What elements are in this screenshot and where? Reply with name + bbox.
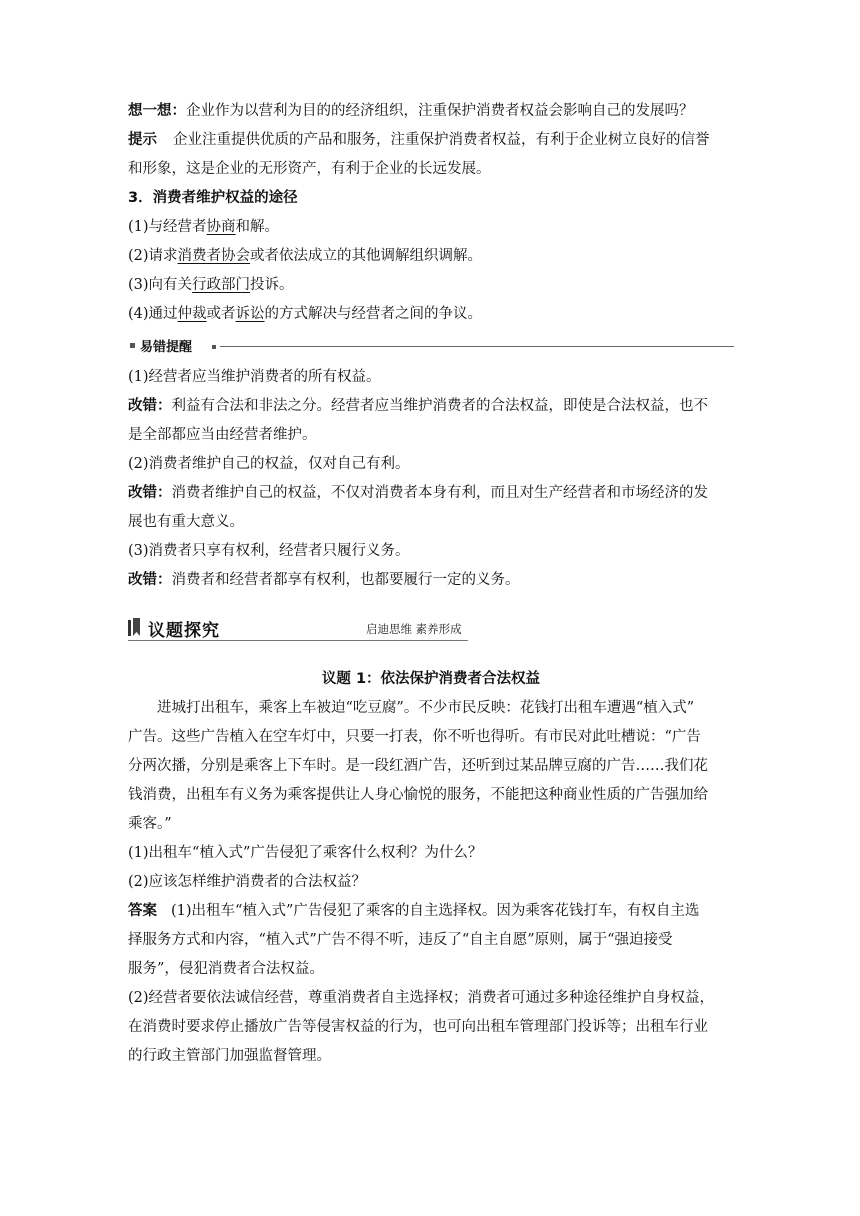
answer-line-3: 服务”，侵犯消费者合法权益。 [128, 961, 324, 977]
answer-line-4: (2)经营者要依法诚信经营，尊重消费者自主选择权；消费者可通过多种途径维护自身权益， [128, 990, 715, 1006]
answer-line-6: 的行政主管部门加强监督管理。 [128, 1048, 331, 1064]
bookmark-icon [128, 616, 142, 638]
answer-label: 答案 [128, 903, 157, 919]
topic-banner-subtitle: 启迪思维 素养形成 [366, 622, 462, 636]
keyword-consumer-association: 消费者协会 [177, 248, 251, 264]
keyword-litigation: 诉讼 [235, 306, 265, 322]
issue-title: 议题 1：依法保护消费者合法权益 [321, 671, 541, 687]
answer-line-5: 在消费时要求停止播放广告等侵害权益的行为，也可向出租车管理部门投诉等；出租车行业 [128, 1019, 708, 1035]
topic-inquiry-banner [128, 616, 734, 646]
route-item-3: (3)向有关行政部门投诉。 [128, 277, 294, 293]
think-label: 想一想： [128, 103, 186, 119]
error-fix-2-line-2: 展也有重大意义。 [128, 514, 244, 530]
banner-rule [220, 346, 734, 347]
issue-para-line-4: 钱消费，出租车有义务为乘客提供让人身心愉悦的服务，不能把这种商业性质的广告强加给 [128, 787, 708, 803]
answer-line-2: 择服务方式和内容，“植入式”广告不得不听，违反了“自主自愿”原则，属于“强迫接受 [128, 932, 673, 948]
issue-para-line-3: 分两次播，分别是乘客上下车时。是一段红酒广告，还听到过某品牌豆腐的广告……我们花 [128, 758, 708, 774]
question-1: (1)出租车“植入式”广告侵犯了乘客什么权利？为什么？ [128, 845, 483, 861]
document-page [128, 100, 734, 1074]
hint-text-1: 企业注重提供优质的产品和服务，注重保护消费者权益，有利于企业树立良好的信誉 [173, 132, 710, 148]
answer-line-1: 答案 (1)出租车“植入式”广告侵犯了乘客的自主选择权。因为乘客花钱打车，有权自主选 [128, 903, 700, 919]
error-fix-1-line-1: 改错：利益有合法和非法之分。经营者应当维护消费者的合法权益，即使是合法权益，也不 [128, 398, 708, 414]
think-question [128, 100, 734, 129]
error-alert-title: 易错提醒 [140, 336, 196, 355]
topic-banner-title: 议题探究 [148, 621, 220, 641]
route-item-4: (4)通过仲裁或者诉讼的方式解决与经营者之间的争议。 [128, 306, 483, 322]
route-item-2: (2)请求消费者协会或者依法成立的其他调解组织调解。 [128, 248, 483, 264]
hint-line-1 [128, 129, 734, 158]
section-3-heading: 3．消费者维护权益的途径 [128, 190, 298, 206]
issue-para-line-1: 进城打出租车，乘客上车被迫“吃豆腐”。不少市民反映：花钱打出租车遭遇“植入式” [157, 700, 695, 716]
topic-banner-rule [128, 640, 468, 641]
route-item-1: (1)与经营者协商和解。 [128, 219, 280, 235]
error-statement-3: (3)消费者只享有权利，经营者只履行义务。 [128, 543, 410, 559]
keyword-admin-dept: 行政部门 [192, 277, 251, 293]
error-statement-1: (1)经营者应当维护消费者的所有权益。 [128, 369, 381, 385]
issue-para-line-5: 乘客。” [128, 816, 172, 832]
keyword-negotiate: 协商 [206, 219, 236, 235]
hint-line-2: 和形象，这是企业的无形资产，有利于企业的长远发展。 [128, 161, 491, 177]
hint-label: 提示 [128, 132, 157, 148]
error-fix-1-line-2: 是全部都应当由经营者维护。 [128, 427, 317, 443]
error-fix-2-line-1: 改错：消费者维护自己的权益，不仅对消费者本身有利，而且对生产经营者和市场经济的发 [128, 485, 708, 501]
error-statement-2: (2)消费者维护自己的权益，仅对自己有利。 [128, 456, 410, 472]
question-2: (2)应该怎样维护消费者的合法权益？ [128, 874, 367, 890]
banner-dot-icon [212, 345, 216, 349]
think-text: 企业作为以营利为目的的经济组织，注重保护消费者权益会影响自己的发展吗？ [186, 103, 694, 119]
error-alert-banner [128, 336, 734, 358]
square-bullet-icon [130, 343, 135, 348]
error-fix-3-line-1: 改错：消费者和经营者都享有权利，也都要履行一定的义务。 [128, 572, 520, 588]
issue-para-line-2: 广告。这些广告植入在空车灯中，只要一打表，你不听也得听。有市民对此吐槽说：“广告 [128, 729, 701, 745]
keyword-arbitration: 仲裁 [177, 306, 207, 322]
